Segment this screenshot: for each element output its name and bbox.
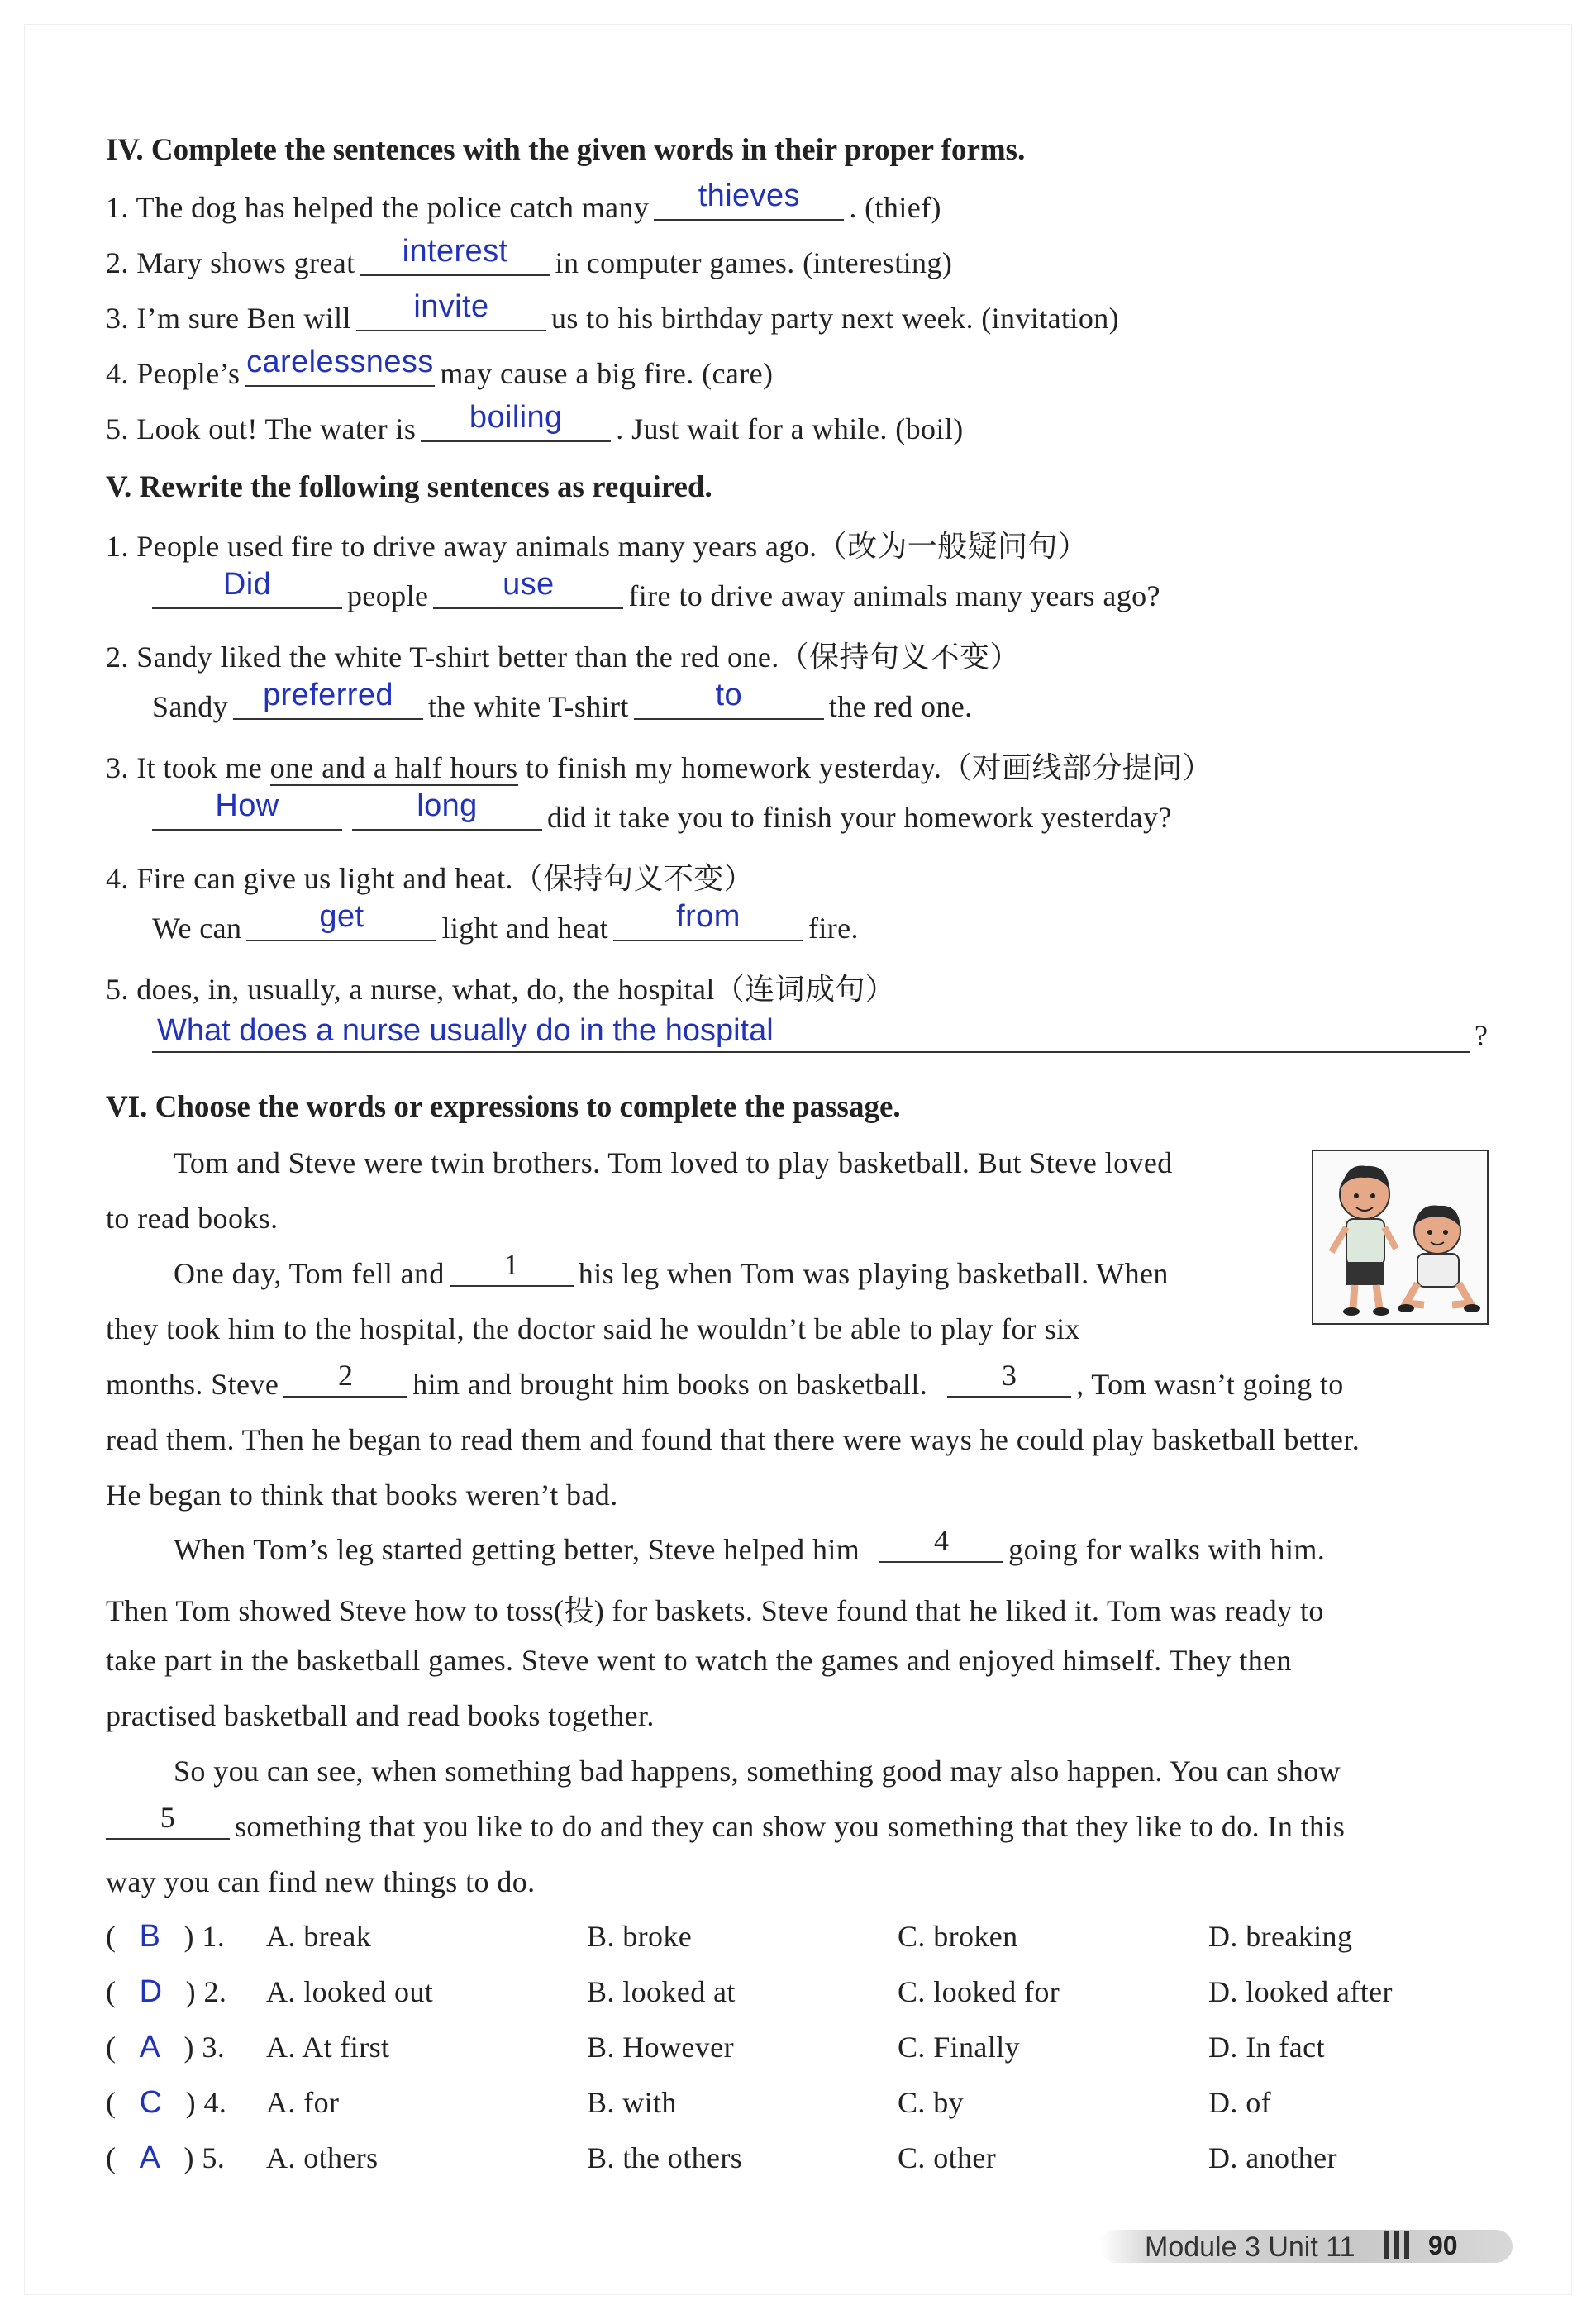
option-b[interactable]: B. the others xyxy=(587,2141,743,2174)
answer-bracket[interactable]: ( B ) 1. xyxy=(106,1919,226,1954)
v-q4-line: 4. Fire can give us light and heat.（保持句义不变） xyxy=(106,862,755,895)
passage-line: they took him to the hospital, the doctor said he wouldn’t be able to play for six xyxy=(106,1312,1080,1345)
iv-item-2: 2. Mary shows great interest in computer games. (interesting) xyxy=(106,234,953,279)
underlined-phrase: one and a half hours xyxy=(269,751,518,784)
v-q2-answer-line: Sandy preferred the white T-shirt to the red one. xyxy=(152,678,973,723)
answer-blank[interactable]: get xyxy=(246,915,436,941)
option-a[interactable]: A. At first xyxy=(266,2031,390,2064)
option-d[interactable]: D. another xyxy=(1208,2141,1337,2174)
option-a[interactable]: A. looked out xyxy=(266,1975,434,2008)
answer-bracket[interactable]: ( A ) 5. xyxy=(106,2140,226,2175)
answer-blank[interactable]: to xyxy=(634,693,824,720)
answer-bracket[interactable]: ( A ) 3. xyxy=(106,2030,226,2064)
iv-item-5: 5. Look out! The water is boiling . Just wait for a while. (boil) xyxy=(106,400,964,445)
option-d[interactable]: D. In fact xyxy=(1208,2031,1325,2064)
option-d[interactable]: D. looked after xyxy=(1208,1975,1393,2008)
answer-blank[interactable]: long xyxy=(352,804,542,831)
option-a[interactable]: A. others xyxy=(266,2141,379,2174)
iv-item-1: 1. The dog has helped the police catch many thieves . (thief) xyxy=(106,179,941,224)
option-c[interactable]: C. by xyxy=(898,2086,965,2119)
passage-line: One day, Tom fell and 1 his leg when Tom was playing basketball. When xyxy=(174,1248,1169,1290)
answer-blank[interactable]: Did xyxy=(152,583,342,609)
gap-blank-4[interactable]: 4 xyxy=(879,1536,1003,1563)
v-q3-line: 3. It took me one and a half hours to finish my homework yesterday.（对画线部分提问） xyxy=(106,751,1212,784)
gap-blank-5[interactable]: 5 xyxy=(106,1813,230,1840)
v-q3-answer-line: How long did it take you to finish your homework yesterday? xyxy=(152,800,1172,835)
passage-line: So you can see, when something bad happens, something good may also happen. You can show xyxy=(174,1755,1341,1788)
iv-item-4: 4. People’s carelessness may cause a big fire. (care) xyxy=(106,345,774,390)
option-b[interactable]: B. However xyxy=(587,2031,734,2064)
option-c[interactable]: C. looked for xyxy=(898,1975,1060,2008)
answer-bracket[interactable]: ( C ) 4. xyxy=(106,2085,227,2120)
answer-blank[interactable]: thieves xyxy=(654,194,844,221)
answer-blank[interactable]: boiling xyxy=(421,416,611,442)
passage-line: way you can find new things to do. xyxy=(106,1865,536,1898)
passage-line: take part in the basketball games. Steve went to watch the games and enjoyed himself. They then xyxy=(106,1644,1292,1677)
section-v-heading: V. Rewrite the following sentences as required. xyxy=(106,470,712,504)
v-q2-line: 2. Sandy liked the white T-shirt better than the red one.（保持句义不变） xyxy=(106,640,1020,674)
passage-line: practised basketball and read books together. xyxy=(106,1699,655,1732)
answer-blank[interactable]: How xyxy=(152,804,342,831)
divider-bars-icon xyxy=(1384,2231,1414,2264)
v-q5-answer-blank[interactable]: What does a nurse usually do in the hospital xyxy=(152,1010,1470,1053)
v-q1-answer-line: Did people use fire to drive away animals many years ago? xyxy=(152,579,1160,613)
passage-line: He began to think that books weren’t bad. xyxy=(106,1479,618,1512)
gap-blank-1[interactable]: 1 xyxy=(450,1260,574,1287)
answer-blank[interactable]: interest xyxy=(360,250,550,276)
passage-line: to read books. xyxy=(106,1202,279,1235)
question-mark: ? xyxy=(1475,1019,1489,1052)
answer-blank[interactable]: use xyxy=(433,583,623,609)
option-b[interactable]: B. with xyxy=(587,2086,677,2119)
option-c[interactable]: C. Finally xyxy=(898,2031,1021,2064)
passage-line: read them. Then he began to read them and found that there were ways he could play basketball better. xyxy=(106,1423,1360,1456)
section-iv-heading: IV. Complete the sentences with the given words in their proper forms. xyxy=(106,133,1026,167)
twin-boys-illustration xyxy=(1312,1150,1489,1325)
answer-blank[interactable]: from xyxy=(613,915,803,941)
option-b[interactable]: B. broke xyxy=(587,1920,693,1953)
section-vi-heading: VI. Choose the words or expressions to complete the passage. xyxy=(106,1090,901,1124)
unit-label: Module 3 Unit 11 xyxy=(1145,2231,1355,2263)
passage-line: When Tom’s leg started getting better, Steve helped him 4 going for walks with him. xyxy=(174,1524,1326,1566)
option-a[interactable]: A. break xyxy=(266,1920,372,1953)
option-c[interactable]: C. other xyxy=(898,2141,997,2174)
gap-blank-2[interactable]: 2 xyxy=(283,1371,407,1398)
passage-line: Then Tom showed Steve how to toss(投) for baskets. Steve found that he liked it. Tom was ready to xyxy=(106,1594,1324,1627)
gap-blank-3[interactable]: 3 xyxy=(947,1371,1071,1398)
answer-blank[interactable]: invite xyxy=(356,305,546,331)
v-q4-answer-line: We can get light and heat from fire. xyxy=(152,899,859,945)
v-q5-line: 5. does, in, usually, a nurse, what, do, the hospital（连词成句） xyxy=(106,973,896,1006)
page-number: 90 xyxy=(1428,2231,1458,2260)
passage-line: Tom and Steve were twin brothers. Tom loved to play basketball. But Steve loved xyxy=(174,1146,1173,1179)
option-a[interactable]: A. for xyxy=(266,2086,340,2119)
answer-bracket[interactable]: ( D ) 2. xyxy=(106,1974,227,2009)
passage-line: 5 something that you like to do and they can show you something that they like to do. In this xyxy=(106,1809,1345,1844)
iv-item-3: 3. I’m sure Ben will invite us to his birthday party next week. (invitation) xyxy=(106,289,1120,335)
passage-line: months. Steve 2 him and brought him books on basketball. 3 , Tom wasn’t going to xyxy=(106,1359,1344,1401)
answer-blank[interactable]: carelessness xyxy=(245,360,435,387)
option-d[interactable]: D. of xyxy=(1208,2086,1271,2119)
answer-blank[interactable]: preferred xyxy=(233,693,423,720)
option-b[interactable]: B. looked at xyxy=(587,1975,736,2008)
option-c[interactable]: C. broken xyxy=(898,1920,1018,1953)
option-d[interactable]: D. breaking xyxy=(1208,1920,1353,1953)
v-q1-line: 1. People used fire to drive away animals many years ago.（改为一般疑问句） xyxy=(106,530,1089,563)
